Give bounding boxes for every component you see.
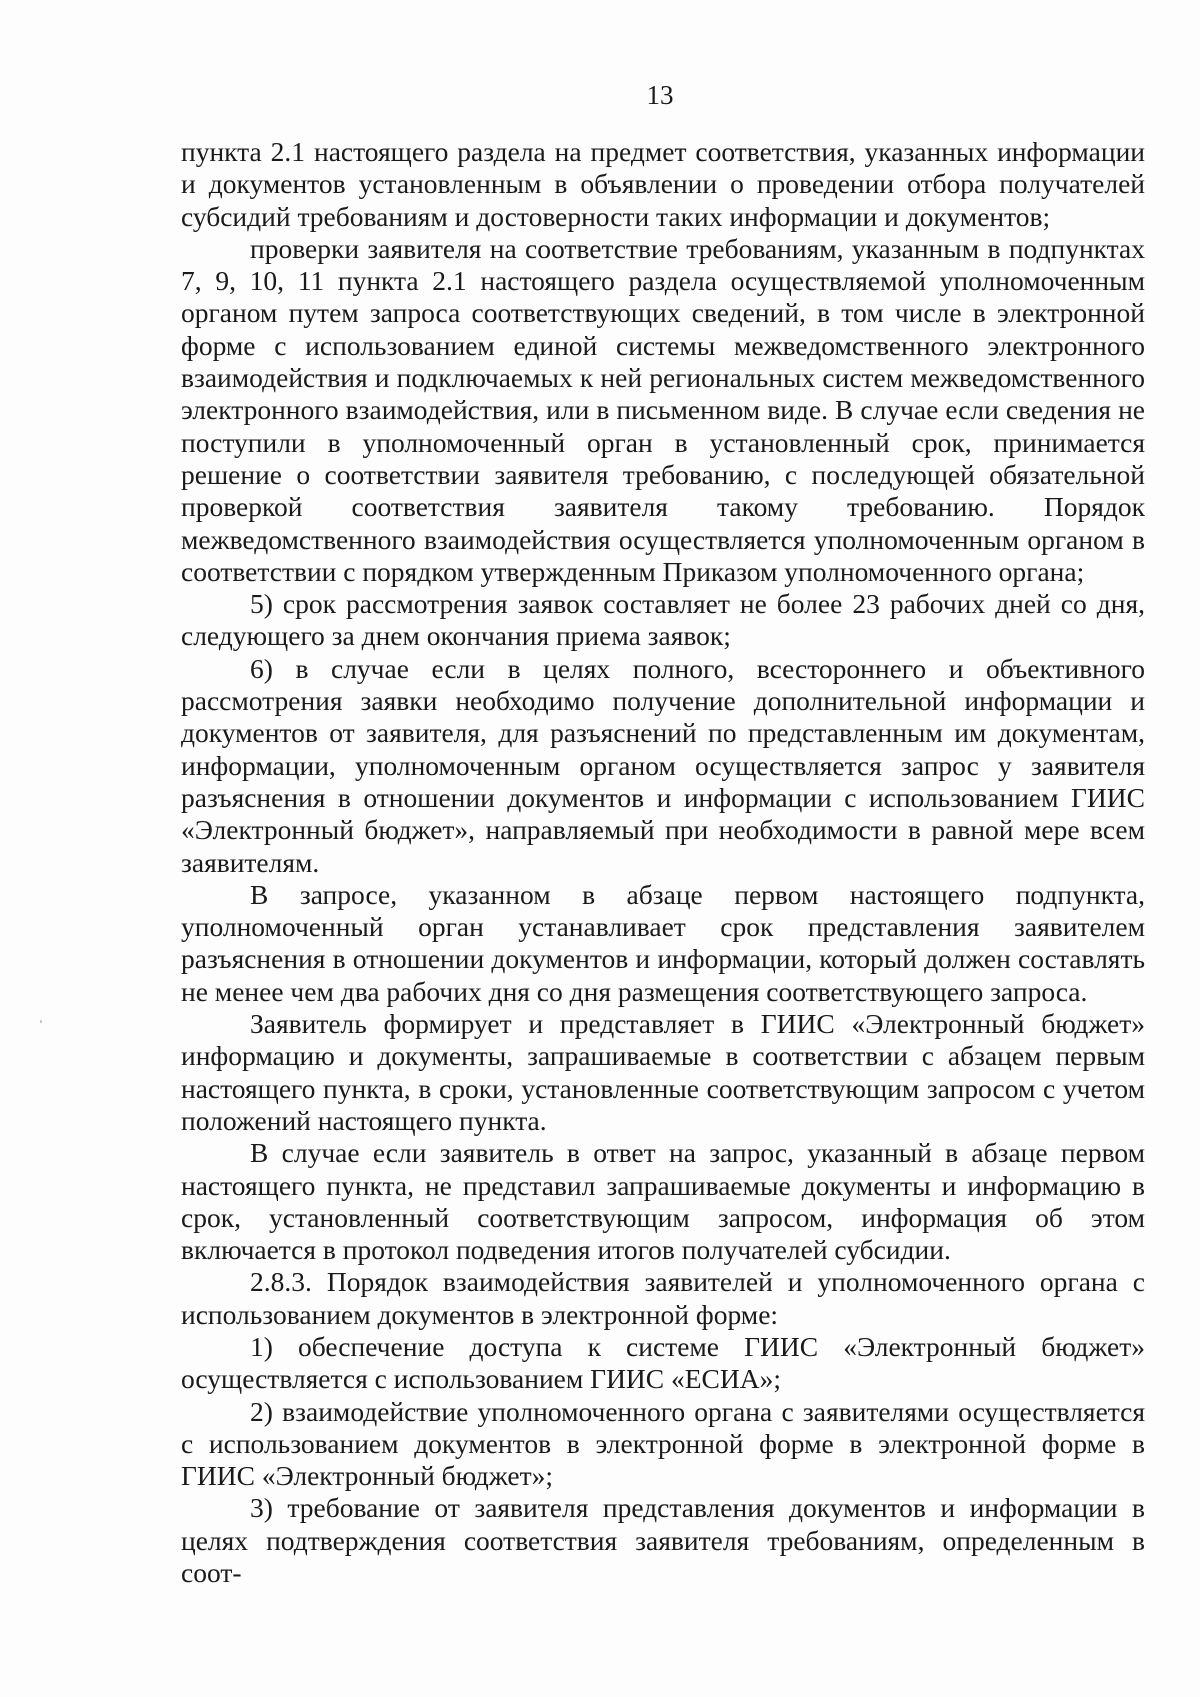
paragraph: проверки заявителя на соответствие требованиям, указанным в подпунктах 7, 9, 10, 11 пункта 2.1 настоящего раздела осуществляемой уполномоченным органом путем запроса соответствующих сведений, в том числе в электронной форме с использованием единой системы межведомственного электронного взаимодействия и подключаемых к ней региональных систем межведомственного электронного взаимодействия, или в письменном виде. В случае если сведения не поступили в уполномоченный орган в установленный срок, принимается решение о соответствии заявителя требованию, с последующей обязательной проверкой соответствия заявителя такому требованию. Порядок межведомственного взаимодействия осуществляется уполномоченным органом в соответствии с порядком утвержденным Приказом уполномоченного органа; <box>181 232 1145 587</box>
page-number: 13 <box>646 80 674 110</box>
paragraph: 3) требование от заявителя представления документов и информации в целях подтверждения соответствия заявителя требованиям, определенным в соот- <box>181 1492 1145 1589</box>
paragraph: Заявитель формирует и представляет в ГИИС «Электронный бюджет» информацию и документы, запрашиваемые в соответствии с абзацем первым настоящего пункта, в сроки, установленные соответствующим запросом с учетом положений настоящего пункта. <box>181 1008 1145 1136</box>
scan-artifact <box>40 1020 42 1023</box>
paragraph: 1) обеспечение доступа к системе ГИИС «Электронный бюджет» осуществляется с использованием ГИИС «ЕСИА»; <box>181 1330 1145 1395</box>
paragraph: 6) в случае если в целях полного, всестороннего и объективного рассмотрения заявки необходимо получение дополнительной информации и документов от заявителя, для разъяснений по представленным им документам, информации, уполномоченным органом осуществляется запрос у заявителя разъяснения в отношении документов и информации с использованием ГИИС «Электронный бюджет», направляемый при необходимости в равной мере всем заявителям. <box>181 652 1145 878</box>
paragraph: В запросе, указанном в абзаце первом настоящего подпункта, уполномоченный орган устанавливает срок представления заявителем разъяснения в отношении документов и информации, который должен составлять не менее чем два рабочих дня со дня размещения соответствующего запроса. <box>181 878 1145 1007</box>
paragraph: 5) срок рассмотрения заявок составляет не более 23 рабочих дней со дня, следующего за днем окончания приема заявок; <box>181 588 1145 652</box>
paragraph: пункта 2.1 настоящего раздела на предмет соответствия, указанных информации и документов установленным в объявлении о проведении отбора получателей субсидий требованиям и достоверности таких информации и документов; <box>181 136 1145 232</box>
paragraph: 2) взаимодействие уполномоченного органа с заявителями осуществляется с использованием документов в электронной форме в электронной форме в ГИИС «Электронный бюджет»; <box>181 1395 1145 1492</box>
body-text <box>181 136 1145 1589</box>
section-heading-paragraph: 2.8.3. Порядок взаимодействия заявителей и уполномоченного органа с использованием документов в электронной форме: <box>181 1266 1145 1330</box>
paragraph: В случае если заявитель в ответ на запрос, указанный в абзаце первом настоящего пункта, не представил запрашиваемые документы и информацию в срок, установленный соответствующим запросом, информация об этом включается в протокол подведения итогов получателей субсидии. <box>181 1137 1145 1266</box>
